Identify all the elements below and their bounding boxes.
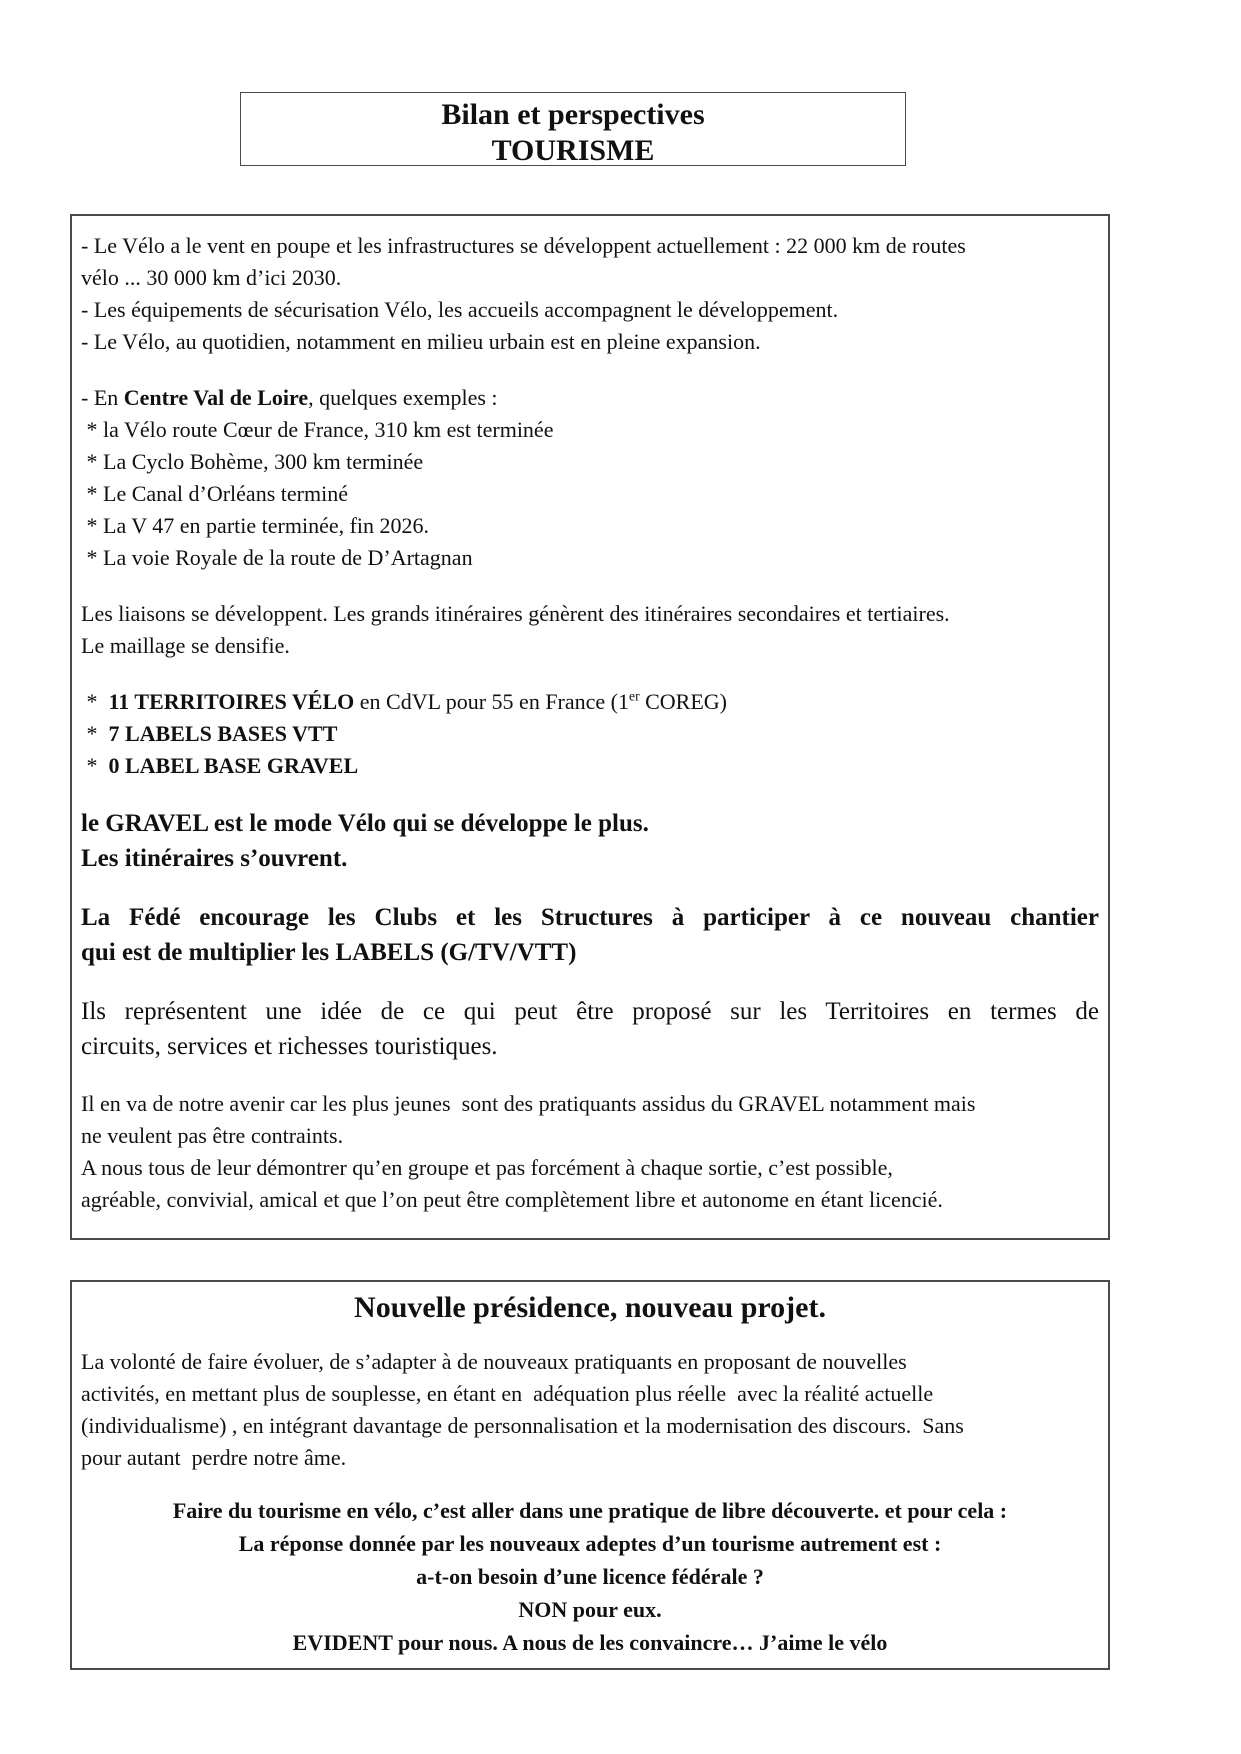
fede-line: La Fédé encourage les Clubs et les Structures à participer à ce nouveau chantier — [81, 904, 1099, 931]
label-end: COREG) — [639, 689, 727, 714]
cvl-item: * Le Canal d’Orléans terminé — [81, 481, 348, 506]
slogan-line: Faire du tourisme en vélo, c’est aller dans une pratique de libre découverte. et pour cela : — [172, 1498, 1008, 1523]
slogan-line: La réponse donnée par les nouveaux adeptes d’un tourisme autrement est : — [238, 1531, 942, 1556]
label-item-territoires — [81, 686, 1099, 718]
spacer — [81, 1064, 1099, 1088]
ils-line: Ils représentent une idée de ce qui peut être proposé sur les Territoires en termes de — [81, 998, 1099, 1025]
spacer — [81, 358, 1099, 382]
volonte-line: pour autant perdre notre âme. — [81, 1445, 347, 1470]
intro-line: - Le Vélo, au quotidien, notamment en milieu urbain est en pleine expansion. — [81, 329, 761, 354]
spacer — [81, 1328, 1099, 1346]
cvl-item: * la Vélo route Cœur de France, 310 km est terminée — [81, 417, 554, 442]
gravel-line: Les itinéraires s’ouvrent. — [81, 845, 348, 872]
spacer — [81, 662, 1099, 686]
label-star: * — [81, 721, 109, 746]
label-bold: 11 TERRITOIRES VÉLO — [108, 689, 355, 714]
intro-line: - Le Vélo a le vent en poupe et les infrastructures se développent actuellement : 22 000 km de routes — [81, 233, 966, 258]
avenir-line: A nous tous de leur démontrer qu’en groupe et pas forcément à chaque sortie, c’est possible, — [81, 1155, 893, 1180]
label-sup: er — [629, 688, 640, 704]
doc-title-line1: Bilan et perspectives — [441, 98, 705, 131]
spacer — [81, 782, 1099, 806]
title-box — [240, 92, 906, 166]
label-item-base-gravel — [81, 750, 1099, 782]
spacer — [81, 876, 1099, 900]
bilan-box — [70, 214, 1110, 1240]
label-item-bases-vtt — [81, 718, 1099, 750]
spacer — [81, 1474, 1099, 1494]
presidence-box — [70, 1280, 1110, 1670]
avenir-line: Il en va de notre avenir car les plus jeunes sont des pratiquants assidus du GRAVEL notamment mais — [81, 1091, 976, 1116]
doc-title-line2: TOURISME — [491, 134, 655, 167]
label-mid: en CdVL pour 55 en France (1 — [354, 689, 630, 714]
cvl-heading — [81, 382, 1099, 414]
spacer — [81, 970, 1099, 994]
cvl-region: Centre Val de Loire — [123, 385, 309, 410]
cvl-item: * La voie Royale de la route de D’Artagnan — [81, 545, 473, 570]
presidence-title: Nouvelle présidence, nouveau projet. — [354, 1291, 826, 1324]
volonte-line: activités, en mettant plus de souplesse, en étant en adéquation plus réelle avec la réalité actuelle — [81, 1381, 934, 1406]
cvl-item: * La Cyclo Bohème, 300 km terminée — [81, 449, 424, 474]
avenir-line: ne veulent pas être contraints. — [81, 1123, 344, 1148]
spacer — [81, 574, 1099, 598]
liaisons-line: Le maillage se densifie. — [81, 633, 290, 658]
label-bold: 7 LABELS BASES VTT — [108, 721, 338, 746]
label-star: * — [81, 753, 109, 778]
slogan-line: NON pour eux. — [518, 1597, 662, 1622]
cvl-item: * La V 47 en partie terminée, fin 2026. — [81, 513, 430, 538]
slogan-line: EVIDENT pour nous. A nous de les convaincre… J’aime le vélo — [292, 1630, 888, 1655]
gravel-line: le GRAVEL est le mode Vélo qui se développe le plus. — [81, 810, 649, 837]
intro-line: vélo ... 30 000 km d’ici 2030. — [81, 265, 342, 290]
slogan-block — [81, 1494, 1099, 1659]
volonte-line: (individualisme) , en intégrant davantage de personnalisation et la modernisation des discours. Sans — [81, 1413, 964, 1438]
liaisons-line: Les liaisons se développent. Les grands itinéraires génèrent des itinéraires secondaires et tertiaires. — [81, 601, 950, 626]
label-bold: 0 LABEL BASE GRAVEL — [108, 753, 359, 778]
slogan-line: a-t-on besoin d’une licence fédérale ? — [416, 1564, 764, 1589]
volonte-line: La volonté de faire évoluer, de s’adapter à de nouveaux pratiquants en proposant de nouvelles — [81, 1349, 907, 1374]
cvl-suffix: , quelques exemples : — [308, 385, 498, 410]
ils-line: circuits, services et richesses touristiques. — [81, 1033, 498, 1060]
label-star: * — [81, 689, 109, 714]
avenir-line: agréable, convivial, amical et que l’on peut être complètement libre et autonome en étant licencié. — [81, 1187, 943, 1212]
intro-line: - Les équipements de sécurisation Vélo, les accueils accompagnent le développement. — [81, 297, 839, 322]
fede-line: qui est de multiplier les LABELS (G/TV/VTT) — [81, 939, 577, 966]
cvl-prefix: - En — [81, 385, 124, 410]
